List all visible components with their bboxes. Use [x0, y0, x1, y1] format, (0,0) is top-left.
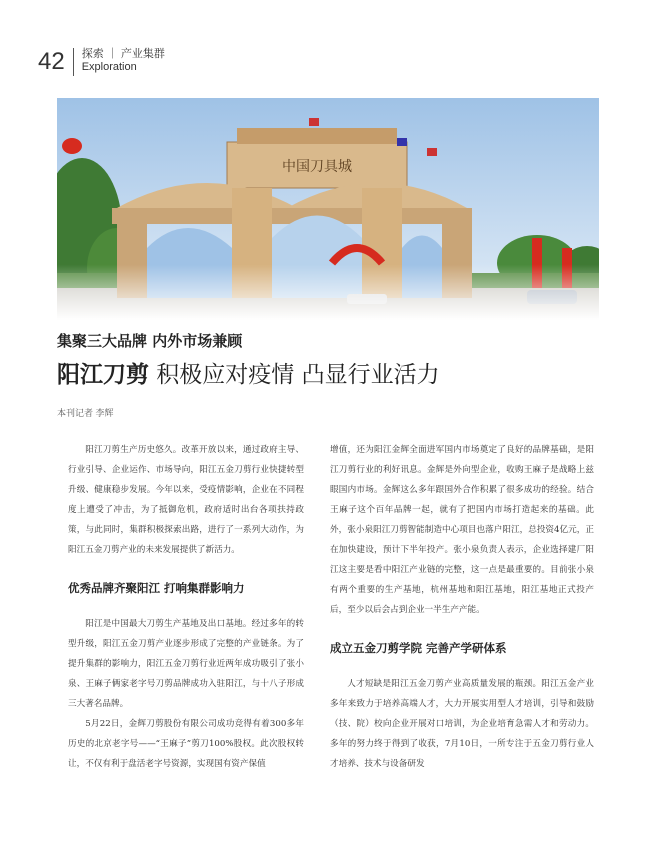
paragraph: 阳江刀剪生产历史悠久。改革开放以来，通过政府主导、行业引导、企业运作、市场导向，阳江五金刀剪行业快捷转型升级、健康稳步发展。今年以来，受疫情影响，企业在不同程度上遭受了冲击，为了抵御危机，政府适时出台各项扶持政策，与此同时，集群积极探索出路，进行了一系列大动作，为阳江五金刀剪产业的未来发展提供了新活力。: [68, 445, 304, 555]
page-header: [38, 48, 165, 76]
article-photo: [57, 98, 599, 320]
category-name: 产业集群: [120, 48, 165, 60]
article-column-right: [330, 440, 594, 774]
section-heading: 成立五金刀剪学院 完善产学研体系: [330, 641, 507, 655]
article-subtitle: 集聚三大品牌 内外市场兼顾: [57, 332, 243, 350]
paragraph: 增值，还为阳江金辉全面进军国内市场奠定了良好的品牌基础，是阳江刀剪行业的利好讯息。金辉是外向型企业，收购王麻子是战略上兹眼国内市场。金辉这么多年跟国外合作积累了很多成功的经验。结合王麻子这个百年品牌一起，就有了把国内市场打造起来的基础。此外，张小泉阳江刀剪智能制造中心项目也落户阳江，总投资4亿元，正在加快建设，预计下半年投产。张小泉负责人表示，企业选择建厂阳江这主要是看中阳江产业链的完整，这一点是最重要的。目前张小泉有两个重要的生产基地，杭州基地和阳江基地，阳江基地正式投产后，至少以后会占到企业一半生产产能。: [330, 445, 594, 615]
section-name: 探索: [81, 48, 104, 60]
paragraph: 5月22日，金辉刀剪股份有限公司成功竞得有着300多年历史的北京老字号——“王麻子”剪刀100%股权。此次股权转让，不仅有利于盘活老字号资源，实现国有资产保值: [68, 719, 304, 769]
title-rest: 积极应对疫情 凸显行业活力: [149, 362, 440, 388]
paragraph: 阳江是中国最大刀剪生产基地及出口基地。经过多年的转型升级，阳江五金刀剪产业逐步形成了完整的产业链条。为了提升集群的影响力，阳江五金刀剪行业近两年成功吸引了张小泉、王麻子俩家老字号刀剪品牌成功入驻阳江，与十八子形成三大著名品牌。: [68, 619, 304, 709]
article-column-left: [68, 440, 304, 774]
section-label: 探索 ｜ 产业集群 Exploration: [81, 48, 165, 73]
page-number: 42: [38, 48, 65, 75]
byline: 本刊记者 李辉: [57, 408, 114, 418]
title-keyword: 阳江刀剪: [57, 362, 149, 388]
section-heading: 优秀品牌齐聚阳江 打响集群影响力: [68, 581, 245, 595]
article-title: [57, 356, 440, 389]
section-english: Exploration: [81, 61, 137, 73]
paragraph: 人才短缺是阳江五金刀剪产业高质量发展的瓶颈。阳江五金产业多年来致力于培养高端人才，大力开展实用型人才培训，引导和鼓励（技、院）校向企业开展对口培训，为企业培育急需人才和劳动力。多年的努力终于得到了收获，7月10日，一所专注于五金刀剪行业人才培养、技术与设备研发: [330, 679, 594, 769]
header-divider: [73, 48, 74, 76]
